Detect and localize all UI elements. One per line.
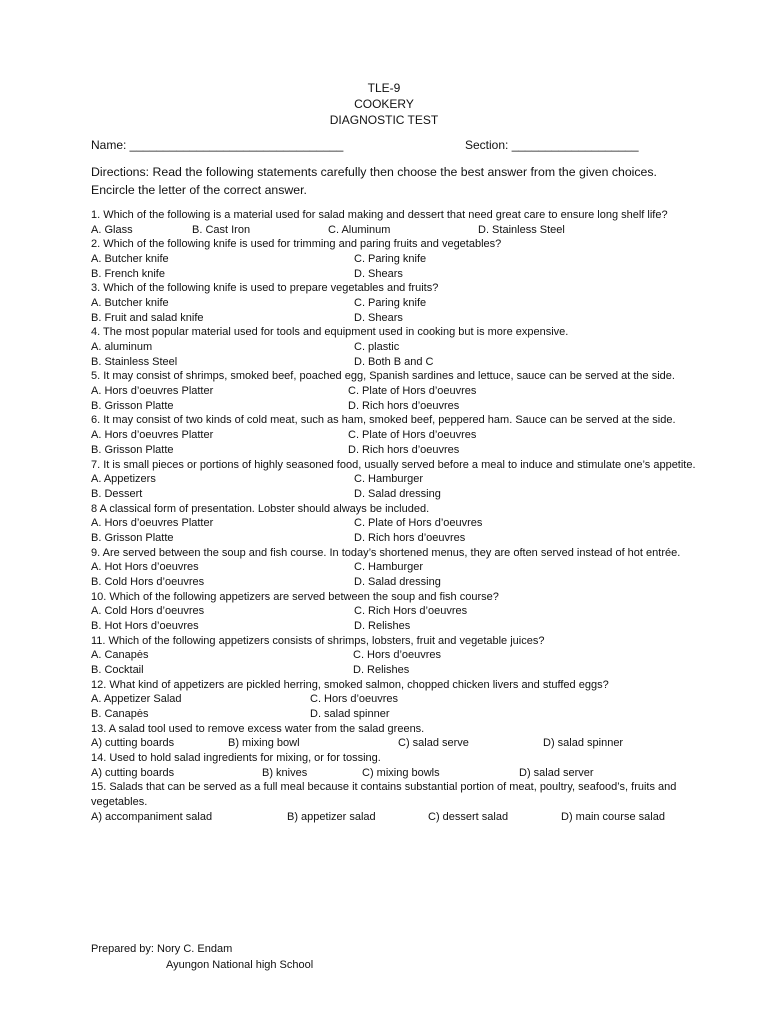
answer-choice[interactable]: A. Hors d’oeuvres Platter: [91, 517, 214, 530]
answer-choice[interactable]: D. Rich hors d’oeuvres: [348, 443, 460, 456]
answer-choice[interactable]: C. Plate of Hors d’oeuvres: [348, 385, 477, 398]
answer-choice[interactable]: A. Appetizer Salad: [91, 693, 182, 706]
answer-choice[interactable]: D) salad server: [519, 766, 594, 779]
options-row: [91, 443, 711, 458]
options-row: [91, 487, 711, 502]
answer-choice[interactable]: A. Glass: [91, 223, 133, 236]
answer-choice[interactable]: B. Canapės: [91, 708, 149, 721]
subject-title: TLE-9: [367, 81, 401, 95]
name-section-row: [91, 138, 731, 152]
options-row: [91, 663, 711, 678]
options-row: [91, 252, 711, 267]
answer-choice[interactable]: C) dessert salad: [428, 810, 509, 823]
answer-choice[interactable]: A. Hors d’oeuvres Platter: [91, 429, 214, 442]
options-row: [91, 560, 711, 575]
options-row: [91, 384, 711, 399]
answer-choice[interactable]: A) accompaniment salad: [91, 810, 213, 823]
question-text: 14. Used to hold salad ingredients for mixing, or for tossing.: [91, 752, 381, 765]
test-header: [0, 80, 768, 128]
question-list: [91, 208, 711, 824]
options-row: [91, 736, 711, 751]
answer-choice[interactable]: A. Butcher knife: [91, 297, 169, 310]
answer-choice[interactable]: C. Hamburger: [354, 561, 424, 574]
question-text: 9. Are served between the soup and fish course. In today’s shortened menus, they are often served instead of hot entrée.: [91, 546, 681, 559]
question-item: [91, 281, 711, 325]
answer-choice[interactable]: C. Plate of Hors d’oeuvres: [348, 429, 477, 442]
options-row: [91, 428, 711, 443]
options-row: [91, 648, 711, 663]
options-row: [91, 296, 711, 311]
question-text: 11. Which of the following appetizers consists of shrimps, lobsters, fruit and vegetable juices?: [91, 634, 545, 647]
options-row: [91, 619, 711, 634]
question-text: 15. Salads that can be served as a full meal because it contains substantial portion of meat, poultry, seafood’s, fruits and vegetables.: [91, 781, 677, 809]
answer-choice[interactable]: A. Canapės: [91, 649, 149, 662]
question-item: [91, 751, 711, 780]
question-text: 2. Which of the following knife is used for trimming and paring fruits and vegetables?: [91, 238, 502, 251]
options-row: [91, 810, 711, 825]
options-row: [91, 692, 711, 707]
question-text: 7. It is small pieces or portions of highly seasoned food, usually served before a meal to induce and stimulate one’s appetite.: [91, 458, 696, 471]
answer-choice[interactable]: B. Hot Hors d’oeuvres: [91, 619, 199, 632]
answer-choice[interactable]: D. Shears: [354, 311, 403, 324]
answer-choice[interactable]: A. aluminum: [91, 341, 153, 354]
answer-choice[interactable]: B. French knife: [91, 267, 165, 280]
answer-choice[interactable]: D. Shears: [354, 267, 403, 280]
answer-choice[interactable]: B) mixing bowl: [228, 737, 300, 750]
question-item: [91, 546, 711, 590]
test-title: DIAGNOSTIC TEST: [329, 113, 439, 127]
answer-choice[interactable]: A. Butcher knife: [91, 253, 169, 266]
question-text: 8 A classical form of presentation. Lobster should always be included.: [91, 502, 430, 515]
answer-choice[interactable]: D. Relishes: [353, 664, 410, 676]
prepared-by-block: [91, 941, 313, 973]
answer-choice[interactable]: B. Grisson Platte: [91, 399, 174, 412]
course-title: COOKERY: [354, 97, 414, 111]
options-row: [91, 472, 711, 487]
answer-choice[interactable]: B. Fruit and salad knife: [91, 311, 204, 324]
answer-choice[interactable]: C. Aluminum: [328, 223, 391, 236]
options-row: [91, 340, 711, 355]
answer-choice[interactable]: C. plastic: [354, 341, 400, 354]
question-text: 13. A salad tool used to remove excess water from the salad greens.: [91, 722, 425, 735]
question-item: [91, 458, 711, 502]
answer-choice[interactable]: C. Paring knife: [354, 253, 427, 266]
answer-choice[interactable]: D. Salad dressing: [354, 487, 441, 500]
options-row: [91, 516, 711, 531]
question-text: 10. Which of the following appetizers are served between the soup and fish course?: [91, 590, 499, 603]
answer-choice[interactable]: A. Hot Hors d’oeuvres: [91, 561, 199, 574]
question-item: [91, 208, 711, 237]
answer-choice[interactable]: B. Stainless Steel: [91, 355, 178, 368]
section-field[interactable]: Section: ___________________: [465, 138, 639, 152]
options-row: [91, 267, 711, 282]
answer-choice[interactable]: B. Cocktail: [91, 664, 144, 676]
answer-choice[interactable]: C. Hamburger: [354, 473, 424, 486]
question-item: [91, 780, 711, 824]
answer-choice[interactable]: B. Grisson Platte: [91, 443, 174, 456]
answer-choice[interactable]: A) cutting boards: [91, 766, 175, 779]
options-row: [91, 531, 711, 546]
question-item: [91, 325, 711, 369]
answer-choice[interactable]: A. Cold Hors d’oeuvres: [91, 605, 205, 618]
question-item: [91, 237, 711, 281]
question-item: [91, 369, 711, 413]
directions: Directions: Read the following statements carefully then choose the best answer from the given choices. Encircle the letter of the correct answer.: [91, 165, 657, 197]
answer-choice[interactable]: C) salad serve: [398, 737, 469, 750]
answer-choice[interactable]: B. Grisson Platte: [91, 531, 174, 544]
question-text: 5. It may consist of shrimps, smoked beef, poached egg, Spanish sardines and lettuce, sauce can be served at the side.: [91, 370, 675, 383]
question-text: 12. What kind of appetizers are pickled herring, smoked salmon, chopped chicken livers and stuffed eggs?: [91, 678, 609, 691]
answer-choice[interactable]: D) salad spinner: [543, 737, 624, 750]
question-text: 1. Which of the following is a material used for salad making and dessert that need great care to ensure long shelf life?: [91, 209, 668, 221]
answer-choice[interactable]: C. Rich Hors d’oeuvres: [354, 605, 468, 618]
options-row: [91, 311, 711, 326]
answer-choice[interactable]: C. Plate of Hors d’oeuvres: [354, 517, 483, 530]
question-item: [91, 678, 711, 722]
answer-choice[interactable]: A) cutting boards: [91, 737, 175, 750]
answer-choice[interactable]: C) mixing bowls: [362, 766, 440, 779]
options-row: [91, 575, 711, 590]
answer-choice[interactable]: A. Appetizers: [91, 473, 156, 486]
answer-choice[interactable]: B) appetizer salad: [287, 810, 376, 823]
options-row: [91, 223, 711, 238]
answer-choice[interactable]: C. Hors d’oeuvres: [310, 693, 399, 706]
answer-choice[interactable]: D) main course salad: [561, 810, 665, 823]
question-item: [91, 722, 711, 751]
answer-choice[interactable]: B. Cast Iron: [192, 223, 251, 236]
prepared-by: Prepared by: Nory C. Endam: [91, 943, 233, 955]
options-row: [91, 766, 711, 781]
answer-choice[interactable]: A. Hors d’oeuvres Platter: [91, 385, 214, 398]
options-row: [91, 355, 711, 370]
name-field[interactable]: Name: ________________________________: [91, 138, 344, 152]
answer-choice[interactable]: D. salad spinner: [310, 708, 390, 721]
school-name: Ayungon National high School: [166, 959, 314, 971]
answer-choice[interactable]: D. Rich hors d’oeuvres: [348, 399, 460, 412]
answer-choice[interactable]: B) knives: [262, 766, 308, 779]
question-item: [91, 634, 711, 678]
answer-choice[interactable]: D. Rich hors d’oeuvres: [354, 531, 466, 544]
answer-choice[interactable]: C. Paring knife: [354, 297, 427, 310]
answer-choice[interactable]: D. Stainless Steel: [478, 223, 565, 236]
options-row: [91, 604, 711, 619]
answer-choice[interactable]: C. Hors d’oeuvres: [353, 649, 442, 662]
question-item: [91, 502, 711, 546]
answer-choice[interactable]: D. Both B and C: [354, 355, 434, 368]
options-row: [91, 707, 711, 722]
options-row: [91, 399, 711, 414]
question-text: 6. It may consist of two kinds of cold meat, such as ham, smoked beef, peppered ham. Sauce can be served at the side.: [91, 414, 676, 427]
question-text: 3. Which of the following knife is used to prepare vegetables and fruits?: [91, 282, 439, 295]
answer-choice[interactable]: D. Salad dressing: [354, 575, 441, 588]
answer-choice[interactable]: D. Relishes: [354, 619, 411, 632]
answer-choice[interactable]: B. Dessert: [91, 487, 143, 500]
question-text: 4. The most popular material used for tools and equipment used in cooking but is more expensive.: [91, 326, 569, 339]
question-item: [91, 413, 711, 457]
answer-choice[interactable]: B. Cold Hors d’oeuvres: [91, 575, 205, 588]
question-item: [91, 590, 711, 634]
